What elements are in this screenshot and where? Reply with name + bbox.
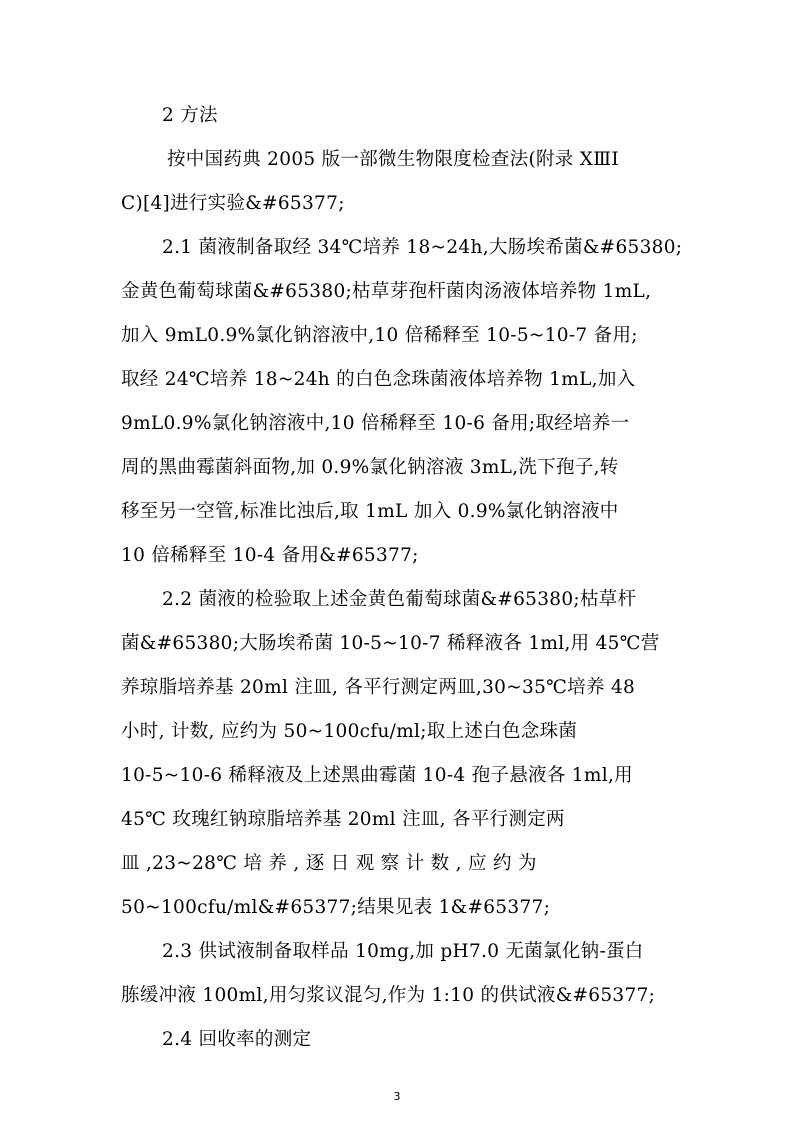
paragraph-line: 9mL0.9%氯化钠溶液中,10 倍稀释至 10-6 备用;取经培养一 xyxy=(121,413,630,434)
paragraph-line: 加入 9mL0.9%氯化钠溶液中,10 倍稀释至 10-5~10-7 备用; xyxy=(121,325,638,346)
paragraph-line: 50~100cfu/ml&#65377;结果见表 1&#65377; xyxy=(121,897,551,918)
paragraph-line: 10-5~10-6 稀释液及上述黑曲霉菌 10-4 孢子悬液各 1ml,用 xyxy=(121,765,633,786)
paragraph-line: 养琼脂培养基 20ml 注皿, 各平行测定两皿,30~35℃培养 48 xyxy=(121,677,636,698)
paragraph-line: 取经 24℃培养 18~24h 的白色念珠菌液体培养物 1mL,加入 xyxy=(121,369,636,390)
subsection-heading-2-3: 2.3 供试液制备取样品 10mg,加 pH7.0 无菌氯化钠-蛋白 xyxy=(162,941,644,962)
subsection-heading-2-4: 2.4 回收率的测定 xyxy=(162,1029,312,1050)
paragraph-line: C)[4]进行实验&#65377; xyxy=(121,193,345,214)
paragraph-line: 10 倍稀释至 10-4 备用&#65377; xyxy=(121,545,419,566)
page-number: 3 xyxy=(393,1090,401,1103)
paragraph-line: 菌&#65380;大肠埃希菌 10-5~10-7 稀释液各 1ml,用 45℃营 xyxy=(121,633,660,654)
paragraph-line: 移至另一空管,标准比浊后,取 1mL 加入 0.9%氯化钠溶液中 xyxy=(121,501,619,522)
paragraph-line: 金黄色葡萄球菌&#65380;枯草芽孢杆菌肉汤液体培养物 1mL, xyxy=(121,281,652,302)
section-heading-methods: 2 方法 xyxy=(162,105,218,126)
paragraph-line: 按中国药典 2005 版一部微生物限度检查法(附录 XⅢI xyxy=(167,149,619,170)
subsection-heading-2-2: 2.2 菌液的检验取上述金黄色葡萄球菌&#65380;枯草杆 xyxy=(162,589,637,610)
paragraph-line: 胨缓冲液 100ml,用匀浆议混匀,作为 1:10 的供试液&#65377; xyxy=(121,985,656,1006)
paragraph-line: 皿 ,23~28℃ 培 养 , 逐 日 观 察 计 数 , 应 约 为 xyxy=(121,853,537,874)
paragraph-line: 45℃ 玫瑰红钠琼脂培养基 20ml 注皿, 各平行测定两 xyxy=(121,809,565,830)
paragraph-line: 小时, 计数, 应约为 50~100cfu/ml;取上述白色念珠菌 xyxy=(121,721,578,742)
paragraph-line: 周的黑曲霉菌斜面物,加 0.9%氯化钠溶液 3mL,洗下孢子,转 xyxy=(121,457,619,478)
subsection-heading-2-1: 2.1 菌液制备取经 34℃培养 18~24h,大肠埃希菌&#65380; xyxy=(162,237,683,258)
